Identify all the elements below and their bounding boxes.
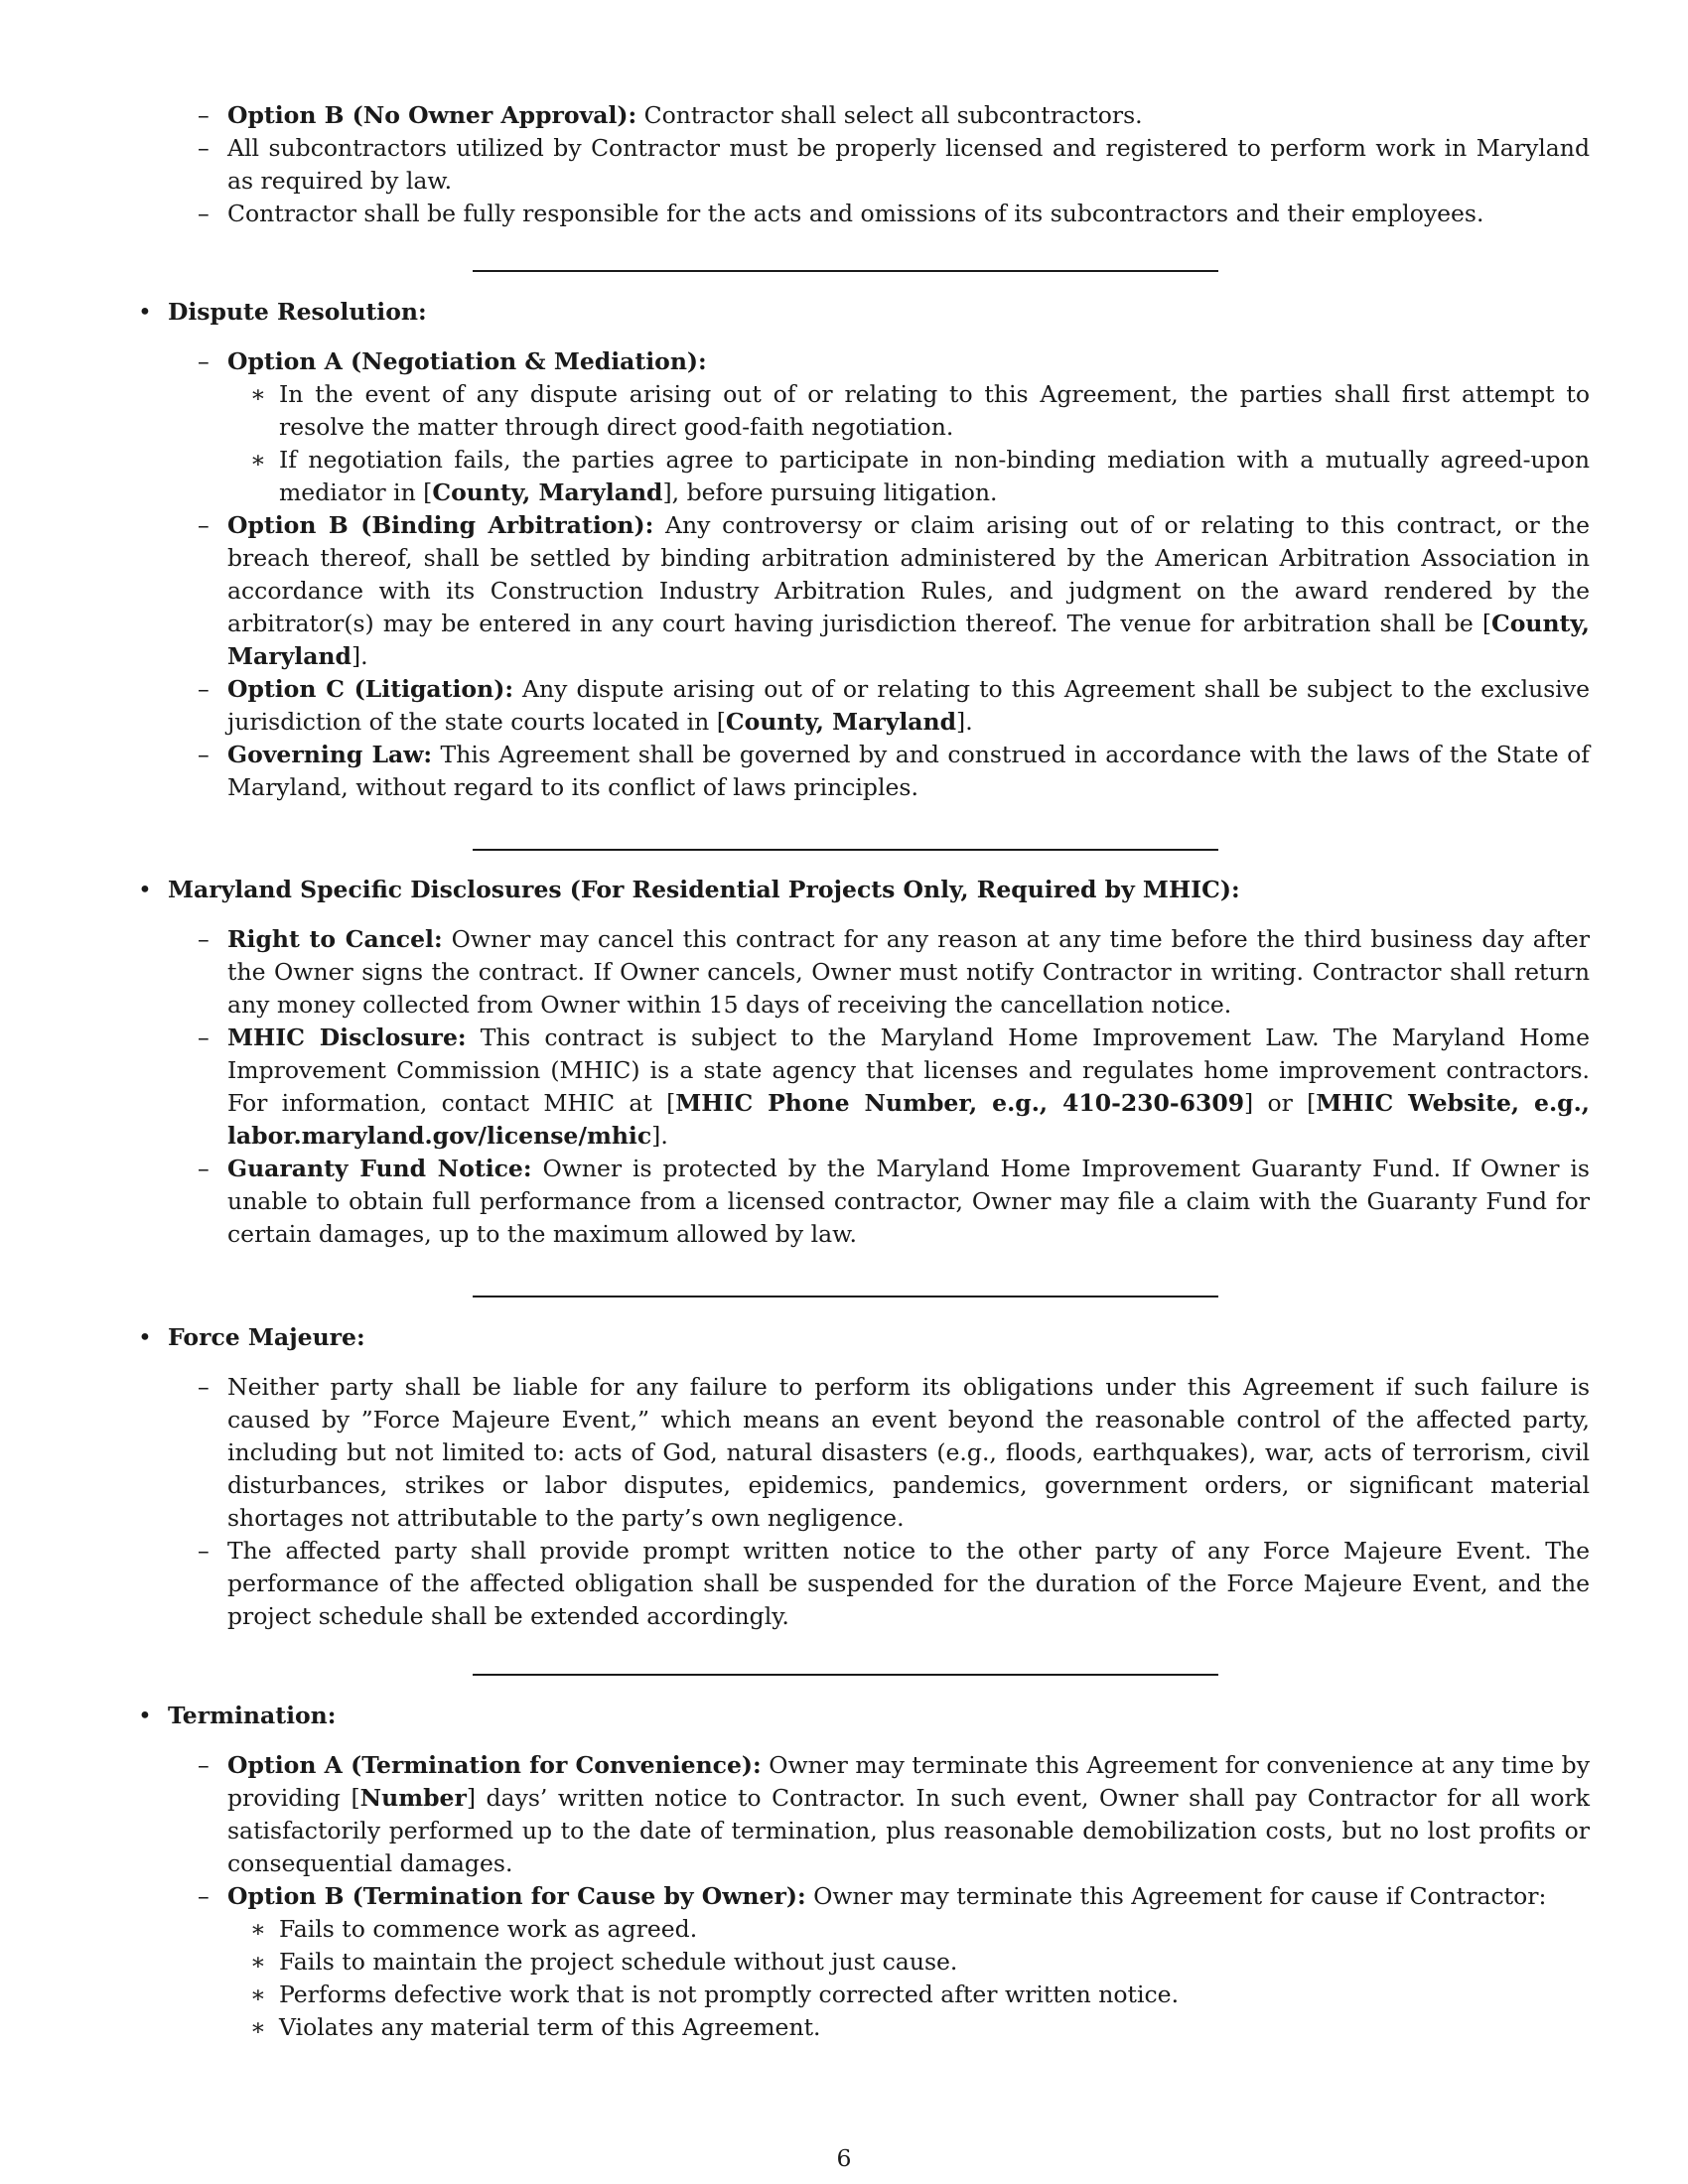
dispute-governing-law: – Governing Law: This Agreement shall be governed by and construed in accordance with the laws of the State of Maryland, without regard to its conflict of laws principles. — [198, 741, 1590, 801]
clause-text: Performs defective work that is not promptly corrected after written notice. — [279, 1980, 1180, 2008]
section-divider — [473, 849, 1218, 851]
clause-text: ], before pursuing litigation. — [662, 478, 998, 506]
subcontractor-option-b: – Option B (No Owner Approval): Contractor shall select all subcontractors. — [198, 101, 1143, 129]
dispute-option-c: – Option C (Litigation): Any dispute arising out of or relating to this Agreement shall be subject to the exclusive jurisdiction of the state courts located in [County, Maryland]. — [198, 675, 1591, 736]
option-label: MHIC Disclosure: — [227, 1024, 467, 1051]
maryland-guaranty-fund: – Guaranty Fund Notice: Owner is protected by the Maryland Home Improvement Guaranty Fund. If Owner is unable to obtain full performance from a licensed contractor, Owner may file a claim with the Guaranty Fund for certain damages, up to the maximum allowed by law. — [198, 1155, 1590, 1248]
clause-text: In the event of any dispute arising out of or relating to this Agreement, the parties shall first attempt to resolve the matter through direct good-faith negotiation. — [279, 380, 1590, 441]
clause-text: Fails to commence work as agreed. — [279, 1915, 698, 1943]
section-divider — [473, 270, 1218, 272]
heading-text: Force Majeure: — [168, 1323, 365, 1351]
clause-text: If negotiation fails, the parties agree to participate in non-binding mediation with a mutually agreed-upon mediator in [ — [279, 446, 1590, 506]
option-label: Option B (No Owner Approval): — [227, 101, 637, 129]
termination-cause-item: ∗ Fails to maintain the project schedule without just cause. — [250, 1948, 958, 1976]
clause-text: ] days’ written notice to Contractor. In such event, Owner shall pay Contractor for all work satisfactorily performed up to the date of termination, plus reasonable demobilization costs, but no lost profits or consequential damages. — [227, 1784, 1591, 1877]
option-text: Owner may terminate this Agreement for convenience at any time by providing [ — [227, 1751, 1591, 1812]
clause-text: Violates any material term of this Agreement. — [279, 2013, 821, 2041]
clause-text: Fails to maintain the project schedule without just cause. — [279, 1948, 958, 1976]
maryland-mhic-disclosure: – MHIC Disclosure: This contract is subject to the Maryland Home Improvement Law. The Maryland Home Improvement Commission (MHIC) is a state agency that licenses and regulates home improvement contractors. For information, contact MHIC at [MHIC Phone Number, e.g., 410-230-6309] or [MHIC Website, e.g., labor.maryland.gov/license/mhic]. — [198, 1024, 1590, 1150]
option-text: Contractor shall select all subcontractors. — [636, 101, 1143, 129]
clause-text: ]. — [351, 642, 368, 670]
placeholder-field: County, Maryland — [227, 610, 1590, 670]
option-label: Guaranty Fund Notice: — [227, 1155, 532, 1182]
subcontractor-licensed: – All subcontractors utilized by Contractor must be properly licensed and registered to perform work in Maryland as required by law. — [198, 134, 1590, 195]
dispute-option-b: – Option B (Binding Arbitration): Any controversy or claim arising out of or relating to this contract, or the breach thereof, shall be settled by binding arbitration administered by the American Arbitration Association in accordance with its Construction Industry Arbitration Rules, and judgment on the award rendered by the arbitrator(s) may be entered in any court having jurisdiction thereof. The venue for arbitration shall be [County, Maryland]. — [198, 511, 1590, 670]
clause-text: The affected party shall provide prompt written notice to the other party of any Force Majeure Event. The performance of the affected obligation shall be suspended for the duration of the Force Majeure Event, and the project schedule shall be extended accordingly. — [227, 1537, 1590, 1630]
option-text: Owner may cancel this contract for any reason at any time before the third business day after the Owner signs the contract. If Owner cancels, Owner must notify Contractor in writing. Contractor shall return any money collected from Owner within 15 days of receiving the cancellation notice. — [227, 925, 1590, 1019]
force-majeure-item-2: – The affected party shall provide prompt written notice to the other party of any Force Majeure Event. The performance of the affected obligation shall be suspended for the duration of the Force Majeure Event, and the project schedule shall be extended accordingly. — [198, 1537, 1590, 1630]
option-label: Governing Law: — [227, 741, 433, 768]
placeholder-field: MHIC Website, e.g., labor.maryland.gov/license/mhic — [227, 1089, 1590, 1150]
termination-cause-item: ∗ Violates any material term of this Agreement. — [250, 2013, 821, 2041]
option-label: Option B (Termination for Cause by Owner): — [227, 1882, 806, 1910]
section-divider — [473, 1674, 1218, 1676]
clause-text: Neither party shall be liable for any failure to perform its obligations under this Agreement if such failure is caused by ”Force Majeure Event,” which means an event beyond the reasonable control of the affected party, including but not limited to: acts of God, natural disasters (e.g., floods, earthquakes), war, acts of terrorism, civil disturbances, strikes or labor disputes, epidemics, pandemics, government orders, or significant material shortages not attributable to the party’s own negligence. — [227, 1373, 1590, 1532]
termination-option-a: – Option A (Termination for Convenience): Owner may terminate this Agreement for convenience at any time by providing [Number] days’ written notice to Contractor. In such event, Owner shall pay Contractor for all work satisfactorily performed up to the date of termination, plus reasonable demobilization costs, but no lost profits or consequential damages. — [198, 1751, 1591, 1877]
placeholder-field: County, Maryland — [432, 478, 663, 506]
option-label: Option C (Litigation): — [227, 675, 513, 703]
heading-text: Maryland Specific Disclosures (For Residential Projects Only, Required by MHIC): — [168, 876, 1240, 903]
option-text: Owner may terminate this Agreement for cause if Contractor: — [805, 1882, 1547, 1910]
option-text: This Agreement shall be governed by and construed in accordance with the laws of the State of Maryland, without regard to its conflict of laws principles. — [227, 741, 1590, 801]
placeholder-field: County, Maryland — [725, 708, 957, 736]
option-text: Any controversy or claim arising out of or relating to this contract, or the breach thereof, shall be settled by binding arbitration administered by the American Arbitration Association in accordance with its Construction Industry Arbitration Rules, and judgment on the award rendered by the arbitrator(s) may be entered in any court having jurisdiction thereof. The venue for arbitration shall be [ — [227, 511, 1590, 637]
termination-cause-item: ∗ Performs defective work that is not promptly corrected after written notice. — [250, 1980, 1180, 2008]
option-label: Right to Cancel: — [227, 925, 443, 953]
section-heading-maryland: • Maryland Specific Disclosures (For Residential Projects Only, Required by MHIC): — [138, 876, 1240, 903]
placeholder-field: MHIC Phone Number, e.g., 410-230-6309 — [675, 1089, 1245, 1117]
termination-cause-item: ∗ Fails to commence work as agreed. — [250, 1915, 698, 1943]
option-label: Option B (Binding Arbitration): — [227, 511, 654, 539]
dispute-option-a-item-2: ∗ If negotiation fails, the parties agree to participate in non-binding mediation with a mutually agreed-upon mediator in [County, Maryland], before pursuing litigation. — [250, 446, 1590, 506]
clause-text: ] or [ — [1244, 1089, 1317, 1117]
option-text: This contract is subject to the Maryland Home Improvement Law. The Maryland Home Improvement Commission (MHIC) is a state agency that licenses and regulates home improvement contractors. For information, contact MHIC at [ — [227, 1024, 1590, 1117]
termination-option-b: – Option B (Termination for Cause by Owner): Owner may terminate this Agreement for cause if Contractor: — [198, 1882, 1547, 1910]
clause-text: ]. — [956, 708, 973, 736]
placeholder-field: Number — [359, 1784, 467, 1812]
maryland-right-to-cancel: – Right to Cancel: Owner may cancel this contract for any reason at any time before the third business day after the Owner signs the contract. If Owner cancels, Owner must notify Contractor in writing. Contractor shall return any money collected from Owner within 15 days of receiving the cancellation notice. — [198, 925, 1590, 1019]
option-label: Option A (Termination for Convenience): — [227, 1751, 762, 1779]
option-text: Any dispute arising out of or relating to this Agreement shall be subject to the exclusive jurisdiction of the state courts located in [ — [227, 675, 1591, 736]
subcontractor-responsible: – Contractor shall be fully responsible for the acts and omissions of its subcontractors and their employees. — [198, 200, 1484, 227]
force-majeure-item-1: – Neither party shall be liable for any failure to perform its obligations under this Agreement if such failure is caused by ”Force Majeure Event,” which means an event beyond the reasonable control of the affected party, including but not limited to: acts of God, natural disasters (e.g., floods, earthquakes), war, acts of terrorism, civil disturbances, strikes or labor disputes, epidemics, pandemics, government orders, or significant material shortages not attributable to the party’s own negligence. — [198, 1373, 1590, 1532]
dispute-option-a-item-1: ∗ In the event of any dispute arising out of or relating to this Agreement, the parties shall first attempt to resolve the matter through direct good-faith negotiation. — [250, 380, 1590, 441]
heading-text: Termination: — [168, 1702, 337, 1729]
clause-text: Contractor shall be fully responsible for the acts and omissions of its subcontractors and their employees. — [227, 200, 1484, 227]
heading-text: Dispute Resolution: — [168, 298, 427, 326]
section-heading-termination: • Termination: — [138, 1702, 337, 1729]
clause-text: All subcontractors utilized by Contractor must be properly licensed and registered to perform work in Maryland as required by law. — [227, 134, 1590, 195]
section-heading-dispute: • Dispute Resolution: — [138, 298, 427, 326]
dispute-option-a: – Option A (Negotiation & Mediation): — [198, 347, 707, 375]
clause-text: ]. — [651, 1122, 668, 1150]
option-text: Owner is protected by the Maryland Home Improvement Guaranty Fund. If Owner is unable to obtain full performance from a licensed contractor, Owner may file a claim with the Guaranty Fund for certain damages, up to the maximum allowed by law. — [227, 1155, 1590, 1248]
option-label: Option A (Negotiation & Mediation): — [227, 347, 707, 375]
section-heading-force-majeure: • Force Majeure: — [138, 1323, 365, 1351]
section-divider — [473, 1296, 1218, 1297]
page-number: 6 — [836, 2144, 852, 2172]
